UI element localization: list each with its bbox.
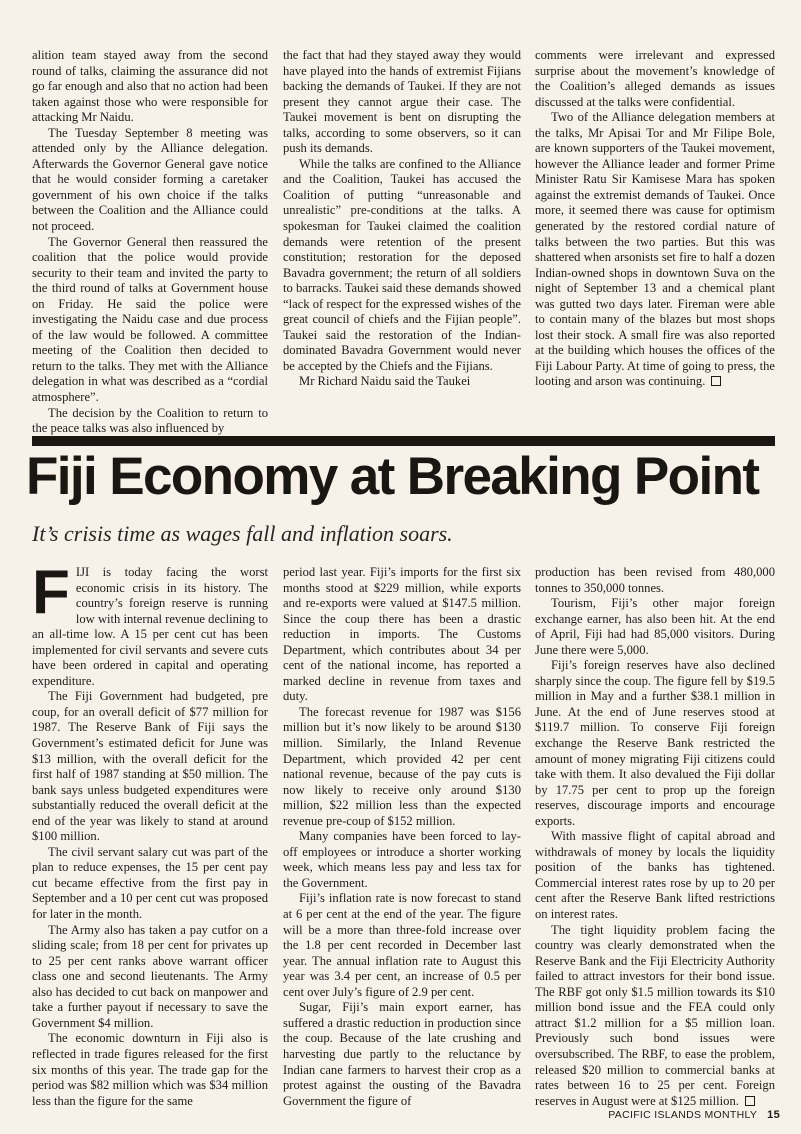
- prev-article-column-2: [283, 48, 521, 390]
- paragraph-text: IJI is today facing the worst economic crisis in its history. The country’s foreign reserve is running low with internal revenue declining to an all-time low. A 15 per cent cut has been implemented for civil servants and severe cuts have been ordered in capital and operating expenditure.: [32, 565, 268, 688]
- paragraph: Mr Richard Naidu said the Taukei: [299, 374, 471, 389]
- paragraph: The Fiji Government had budgeted, pre coup, for an overall deficit of $77 million for 1987. The Reserve Bank of Fiji says the Government’s estimated deficit for June was $13 million, with the overall deficit for the first half of 1987 standing at $50 million. The bank says unless budgeted expenditures were substantially reduced the overall deficit at the end of the year was likely to stand at around $100 million.: [32, 689, 268, 844]
- paragraph: The Governor General then reassured the coalition that the police would provide security to their team and invited the party to the third round of talks at Government house on Friday. He said the police were investigating the Naidu case and due process of the law would be followed. A committee meeting of the Coalition then decided to return to the talks. They met with the Alliance delegation in what was described as a “cordial atmosphere”.: [32, 234, 268, 405]
- paragraph: comments were irrelevant and expressed surprise about the movement’s knowledge of the Coalition’s alleged demands as issues discussed at the talks were confidential.: [535, 48, 775, 109]
- paragraph: With massive flight of capital abroad and withdrawals of money by locals the liquidity position of the banks has tightened. Commercial interest rates rose by up to 20 per cent after the Reserve Bank lifted restrictions on interest rates.: [535, 829, 775, 922]
- paragraph-text: The tight liquidity problem facing the country was clearly demonstrated when the Reserve Bank and the Fiji Electricity Authority failed to attract investors for their bond issue. The RBF got only $1.5 million towards its $10 million bond issue and the FEA could only attract $1.2 million for a $5 million loan. Previously such bond issues were oversubscribed. The RBF, to ease the problem, released $20 million to commercial banks at rates between 16 to 25 per cent. Foreign reserves in August were at $125 million.: [535, 922, 775, 1108]
- end-of-article-mark: [745, 1096, 755, 1106]
- paragraph: The Army also has taken a pay cutfor on a sliding scale; from 18 per cent for privates up to 25 per cent ranks above warrant officer class one and second lieutenants. The Army also has decided to cut back on manpower and take a further payout if necessary to save the Government $4 million.: [32, 922, 268, 1030]
- paragraph: [535, 110, 775, 390]
- end-of-article-mark: [711, 376, 721, 386]
- paragraph: Fiji’s foreign reserves have also declined sharply since the coup. The figure fell by $19.5 million in May and a further $38.1 million in June. At the end of June reserves stood at $119.7 million. To conserve Fiji foreign exchange the Reserve Bank restricted the amount of money migrating Fiji citizens could take with them. It also devalued the Fiji dollar by 17.75 per cent to prop up the foreign reserves, discourage imports and encourage exports.: [535, 658, 775, 828]
- page-number: 15: [767, 1109, 780, 1121]
- paragraph: period last year. Fiji’s imports for the first six months stood at $229 million, while exports and re-exports were valued at $147.5 million. Since the coup there has been a drastic reduction in imports. The Customs Department, which contributes about 34 per cent of the national income, has reported a marked decline in revenue from taxes and duty.: [283, 565, 521, 704]
- paragraph: Tourism, Fiji’s other major foreign exchange earner, has also been hit. At the end of April, Fiji had had 85,000 visitors. During June there were 5,000.: [535, 596, 775, 657]
- article-column-2: [283, 565, 521, 1109]
- paragraph: the fact that had they stayed away they would have played into the hands of extremist Fijians backing the demands of Taukei. If they are not present they cannot argue their case. The Taukei movement is bent on disrupting the talks, according to some observers, so it can push its demands.: [283, 48, 521, 156]
- article-deck: It’s crisis time as wages fall and inflation soars.: [32, 521, 453, 546]
- drop-cap: F: [32, 558, 70, 627]
- paragraph: The civil servant salary cut was part of the plan to reduce expenses, the 15 per cent pay cut became effective from the first pay in September and a 10 per cent cut was proposed for later in the month.: [32, 844, 268, 922]
- article-column-3: [535, 565, 775, 1109]
- paragraph: [535, 923, 775, 1110]
- prev-article-column-1: [32, 48, 268, 437]
- paragraph: The forecast revenue for 1987 was $156 million but it’s now likely to be around $130 million. Similarly, the Inland Revenue Department, which provided 42 per cent national revenue, because of the pay cuts is now likely to receive only around $130 million, $22 million less than the expected revenue pre-coup of $152 million.: [283, 704, 521, 828]
- article-column-1: [32, 558, 268, 1109]
- paragraph: alition team stayed away from the second round of talks, claiming the assurance did not go far enough and also that no action had been taken against those who were responsible for attacking Mr Naidu.: [32, 48, 268, 125]
- prev-article-column-3: [535, 48, 775, 390]
- paragraph: Sugar, Fiji’s main export earner, has suffered a drastic reduction in production since the coup. Because of the late crushing and harvesting due partly to the reluctance by Indian cane farmers to harvest their crop as a protest against the ousting of the Bavadra Government the figure of: [283, 1000, 521, 1108]
- paragraph: [32, 558, 268, 689]
- publication-name: PACIFIC ISLANDS MONTHLY: [608, 1109, 758, 1121]
- paragraph: While the talks are confined to the Alliance and the Coalition, Taukei has accused the Coalition of putting “unreasonable and unrealistic” pre-conditions at the talks. A spokesman for Taukei claimed the coalition demands were retention of the present constitution; restoration for the deposed Bavadra government; the return of all soldiers to barracks. Taukei said these demands showed “lack of respect for the expressed wishes of the great council of chiefs and the Fijian people”. Taukei said the restoration of the Indian-dominated Bavadra Government would never be accepted by the Chiefs and the Fijians.: [283, 156, 521, 373]
- paragraph: The decision by the Coalition to return to the peace talks was also influenced by: [32, 405, 268, 436]
- paragraph: production has been revised from 480,000 tonnes to 350,000 tonnes.: [535, 565, 775, 595]
- paragraph: Fiji’s inflation rate is now forecast to stand at 6 per cent at the end of the year. The figure will be a more than three-fold increase over the 1.8 per cent recorded in December last year. The annual inflation rate to August this year was 3.4 per cent, an increase of 0.5 per cent over July’s figure of 2.9 per cent.: [283, 891, 521, 999]
- paragraph: The Tuesday September 8 meeting was attended only by the Alliance delegation. Afterwards the Governor General gave notice that he would consider forming a caretaker government of his own choice if the talks between the Coalition and the Alliance could not proceed.: [32, 125, 268, 234]
- paragraph-text: Two of the Alliance delegation members at the talks, Mr Apisai Tor and Mr Filipe Bole, are known supporters of the Taukei movement, however the Alliance leader and former Prime Minister Ratu Sir Kamisese Mara has spoken against the extremist demands of Taukei. Once more, it seemed there was cause for optimism generated by the restored cordial nature of talks between the two parties. But this was shattered when arsonists set fire to half a dozen Indian-owned shops in downtown Suva on the night of September 13 and a chemical plant was gutted two days later. Fireman were able to contain many of the blazes but most shops lost their stock. A small fire was also reported at the building which houses the offices of the Fiji Labour Party. At time of going to press, the looting and arson was continuing.: [535, 110, 775, 389]
- page-footer: [560, 1109, 780, 1121]
- article-headline: Fiji Economy at Breaking Point: [26, 447, 759, 506]
- paragraph: The economic downturn in Fiji also is reflected in trade figures released for the first six months of this year. The trade gap for the period was $82 million which was $34 million less than the figure for the same: [32, 1031, 268, 1108]
- section-divider-rule: [32, 436, 775, 446]
- paragraph: Many companies have been forced to lay-off employees or introduce a shorter working week, which means less pay and less tax for the Government.: [283, 829, 521, 890]
